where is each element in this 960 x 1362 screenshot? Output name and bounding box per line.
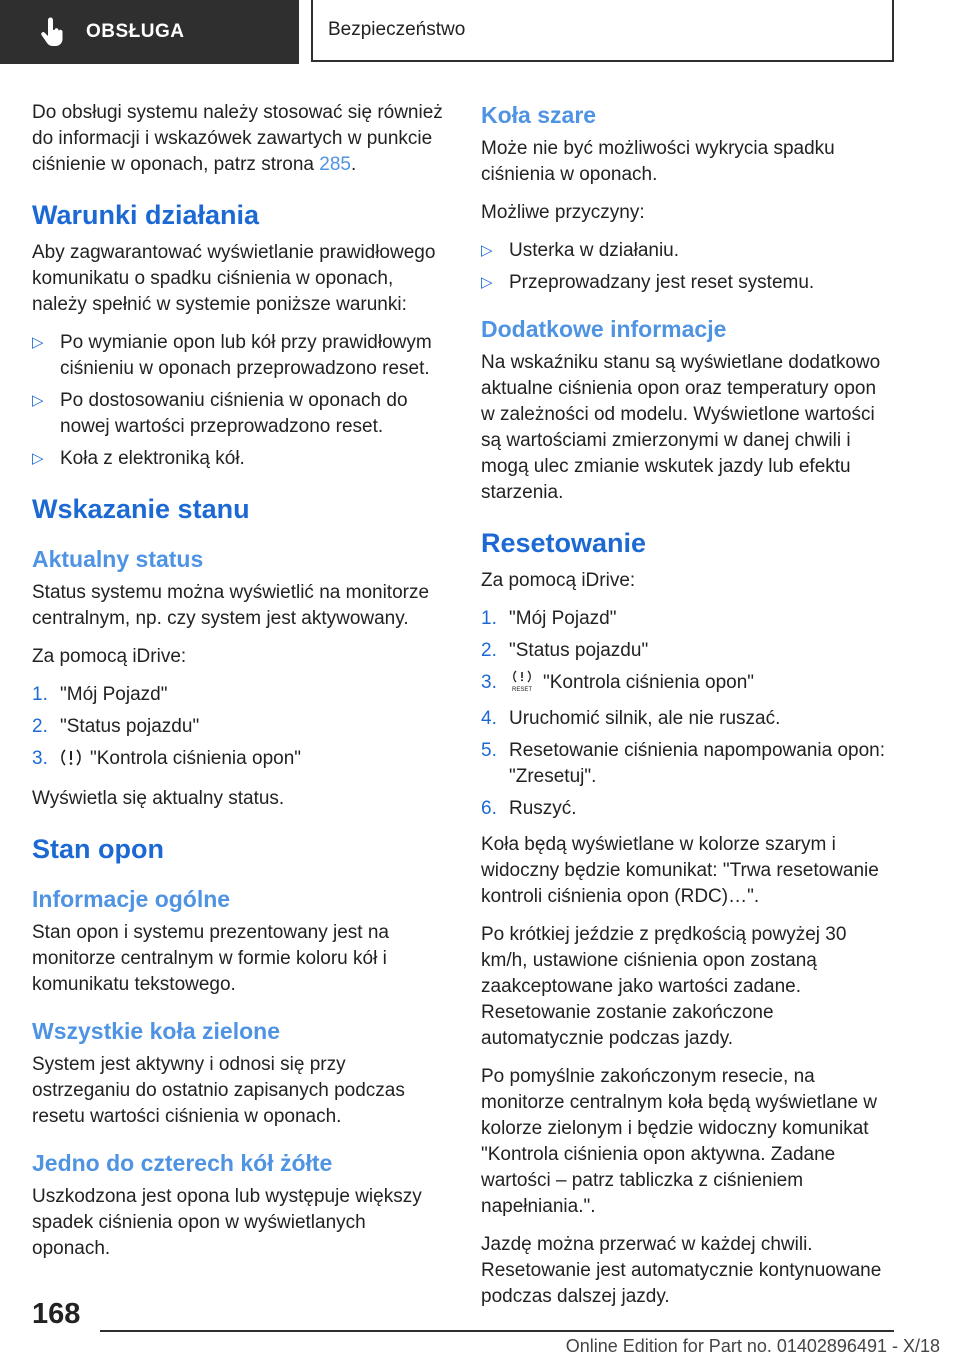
- list-item: [32, 388, 445, 440]
- reset-icon-text: RESET: [511, 687, 533, 692]
- heading-dodatkowe: Dodatkowe informacje: [481, 316, 727, 342]
- header-section-tab: [0, 0, 299, 64]
- header-subsection-tab: [311, 0, 894, 62]
- right-column: [481, 100, 894, 1322]
- step-number: 4.: [481, 708, 497, 729]
- heading-wskazanie: Wskazanie stanu: [32, 494, 250, 524]
- footer-edition: Online Edition for Part no. 01402896491 - X/18: [565, 1336, 940, 1356]
- heading-zielone: Wszystkie koła zielone: [32, 1018, 280, 1044]
- step-text: Uruchomić silnik, ale nie ruszać.: [509, 708, 781, 729]
- zielone-text: System jest aktywny i odnosi się przy ostrzeganiu do ostatnio zapisanych podczas resetu wartości ciśnienia w oponach.: [32, 1054, 405, 1127]
- aktualny-via: Za pomocą iDrive:: [32, 646, 187, 667]
- tire-pressure-reset-icon: [509, 670, 535, 700]
- step-item: [32, 714, 445, 740]
- aktualny-text: Status systemu można wyświetlić na monitorze centralnym, np. czy system jest aktywowany.: [32, 582, 430, 629]
- bullet-triangle-icon: ▷: [32, 334, 44, 351]
- step-number: 6.: [481, 798, 497, 819]
- step-text: Resetowanie ciśnienia napompowania opon: "Zresetuj".: [509, 740, 886, 787]
- heading-resetowanie: Resetowanie: [481, 528, 647, 558]
- intro-end: .: [350, 154, 357, 175]
- step-number: 3.: [481, 672, 497, 693]
- szare-list: [481, 238, 894, 296]
- reset-steps: [481, 606, 894, 822]
- step-item: [32, 682, 445, 708]
- hand-pointer-icon: [40, 17, 66, 47]
- reset-paragraph-3: Po pomyślnie zakończonym resecie, na monitorze centralnym koła będą wyświetlane w kolorze zielonym i będzie widoczny komunikat "Kontrola ciśnienia opon aktywna. Zadane wartości – patrz tabliczka z ciśnieniem napełniania.".: [481, 1066, 878, 1217]
- heading-stan: Stan opon: [32, 834, 164, 864]
- step-item: [481, 606, 894, 632]
- szare-causes-label: Możliwe przyczyny:: [481, 202, 645, 223]
- heading-warunki: Warunki działania: [32, 200, 260, 230]
- bullet-triangle-icon: ▷: [481, 242, 493, 259]
- step-text: "Mój Pojazd": [509, 608, 617, 629]
- header-subsection-label: Bezpieczeństwo: [328, 19, 466, 40]
- informacje-text: Stan opon i systemu prezentowany jest na monitorze centralnym w formie koloru kół i komunikatu tekstowego.: [32, 922, 389, 995]
- list-item: [32, 446, 445, 472]
- list-item: [32, 330, 445, 382]
- reset-paragraph-4: Jazdę można przerwać w każdej chwili. Resetowanie jest automatycznie kontynuowane podczas dalszej jazdy.: [481, 1234, 882, 1307]
- intro-text: Do obsługi systemu należy stosować się również do informacji i wskazówek zawartych w punkcie ciśnienie w oponach, patrz strona: [32, 102, 443, 175]
- heading-zolte: Jedno do czterech kół żółte: [32, 1150, 333, 1176]
- heading-informacje: Informacje ogólne: [32, 886, 231, 912]
- header-section-label: OBSŁUGA: [86, 21, 185, 42]
- list-item-text: Koła z elektroniką kół.: [60, 448, 245, 469]
- list-item: [481, 270, 894, 296]
- step-number: 2.: [32, 716, 48, 737]
- list-item-text: Przeprowadzany jest reset systemu.: [509, 272, 815, 293]
- zolte-text: Uszkodzona jest opona lub występuje większy spadek ciśnienia opon w wyświetlanych oponach.: [32, 1186, 422, 1259]
- left-column: [32, 100, 445, 1274]
- step-number: 5.: [481, 740, 497, 761]
- step-item: [481, 638, 894, 664]
- tire-pressure-warning-icon: [60, 748, 82, 776]
- bullet-triangle-icon: ▷: [32, 450, 44, 467]
- step-text: Ruszyć.: [509, 798, 577, 819]
- reset-via: Za pomocą iDrive:: [481, 570, 636, 591]
- reset-paragraph-2: Po krótkiej jeździe z prędkością powyżej 30 km/h, ustawione ciśnienia opon zostaną zaakceptowane jako wartości zadane. Resetowanie zostanie zakończone automatycznie podczas jazdy.: [481, 924, 847, 1049]
- dodatkowe-text: Na wskaźniku stanu są wyświetlane dodatkowo aktualne ciśnienia opon oraz temperatury opon w zależności od modelu. Wyświetlone wartości są wartościami zmierzonymi w danej chwili i mogą ulec zmianie wskutek jazdy lub efektu starzenia.: [481, 352, 881, 503]
- intro-paragraph: [32, 100, 445, 178]
- aktualny-steps: [32, 682, 445, 776]
- page-number: 168: [32, 1298, 81, 1330]
- step-text: "Status pojazdu": [60, 716, 200, 737]
- step-number: 3.: [32, 748, 48, 769]
- aktualny-after: Wyświetla się aktualny status.: [32, 788, 285, 809]
- page-link[interactable]: 285: [319, 154, 351, 175]
- bullet-triangle-icon: ▷: [481, 274, 493, 291]
- step-text: "Status pojazdu": [509, 640, 649, 661]
- step-item: [481, 670, 894, 700]
- step-number: 1.: [481, 608, 497, 629]
- reset-paragraph-1: Koła będą wyświetlane w kolorze szarym i widoczny będzie komunikat: "Trwa resetowanie kontroli ciśnienia opon (RDC)…".: [481, 834, 879, 907]
- list-item-text: Po wymianie opon lub kół przy prawidłowym ciśnieniu w oponach przeprowadzono reset.: [60, 332, 432, 379]
- list-item-text: Usterka w działaniu.: [509, 240, 680, 261]
- warunki-list: [32, 330, 445, 472]
- step-item: [481, 738, 894, 790]
- bullet-triangle-icon: ▷: [32, 392, 44, 409]
- list-item: [481, 238, 894, 264]
- szare-text: Może nie być możliwości wykrycia spadku ciśnienia w oponach.: [481, 138, 835, 185]
- footer-divider: [100, 1330, 894, 1332]
- list-item-text: Po dostosowaniu ciśnienia w oponach do nowej wartości przeprowadzono reset.: [60, 390, 408, 437]
- step-number: 2.: [481, 640, 497, 661]
- warunki-text: Aby zagwarantować wyświetlanie prawidłowego komunikatu o spadku ciśnienia w oponach, należy spełnić w systemie poniższe warunki:: [32, 242, 436, 315]
- heading-aktualny: Aktualny status: [32, 546, 204, 572]
- step-item: [481, 796, 894, 822]
- heading-szare: Koła szare: [481, 102, 597, 128]
- step-text: "Mój Pojazd": [60, 684, 168, 705]
- step-item: [32, 746, 445, 776]
- step-text: "Kontrola ciśnienia opon": [543, 672, 755, 693]
- step-number: 1.: [32, 684, 48, 705]
- step-item: [481, 706, 894, 732]
- step-text: "Kontrola ciśnienia opon": [90, 748, 302, 769]
